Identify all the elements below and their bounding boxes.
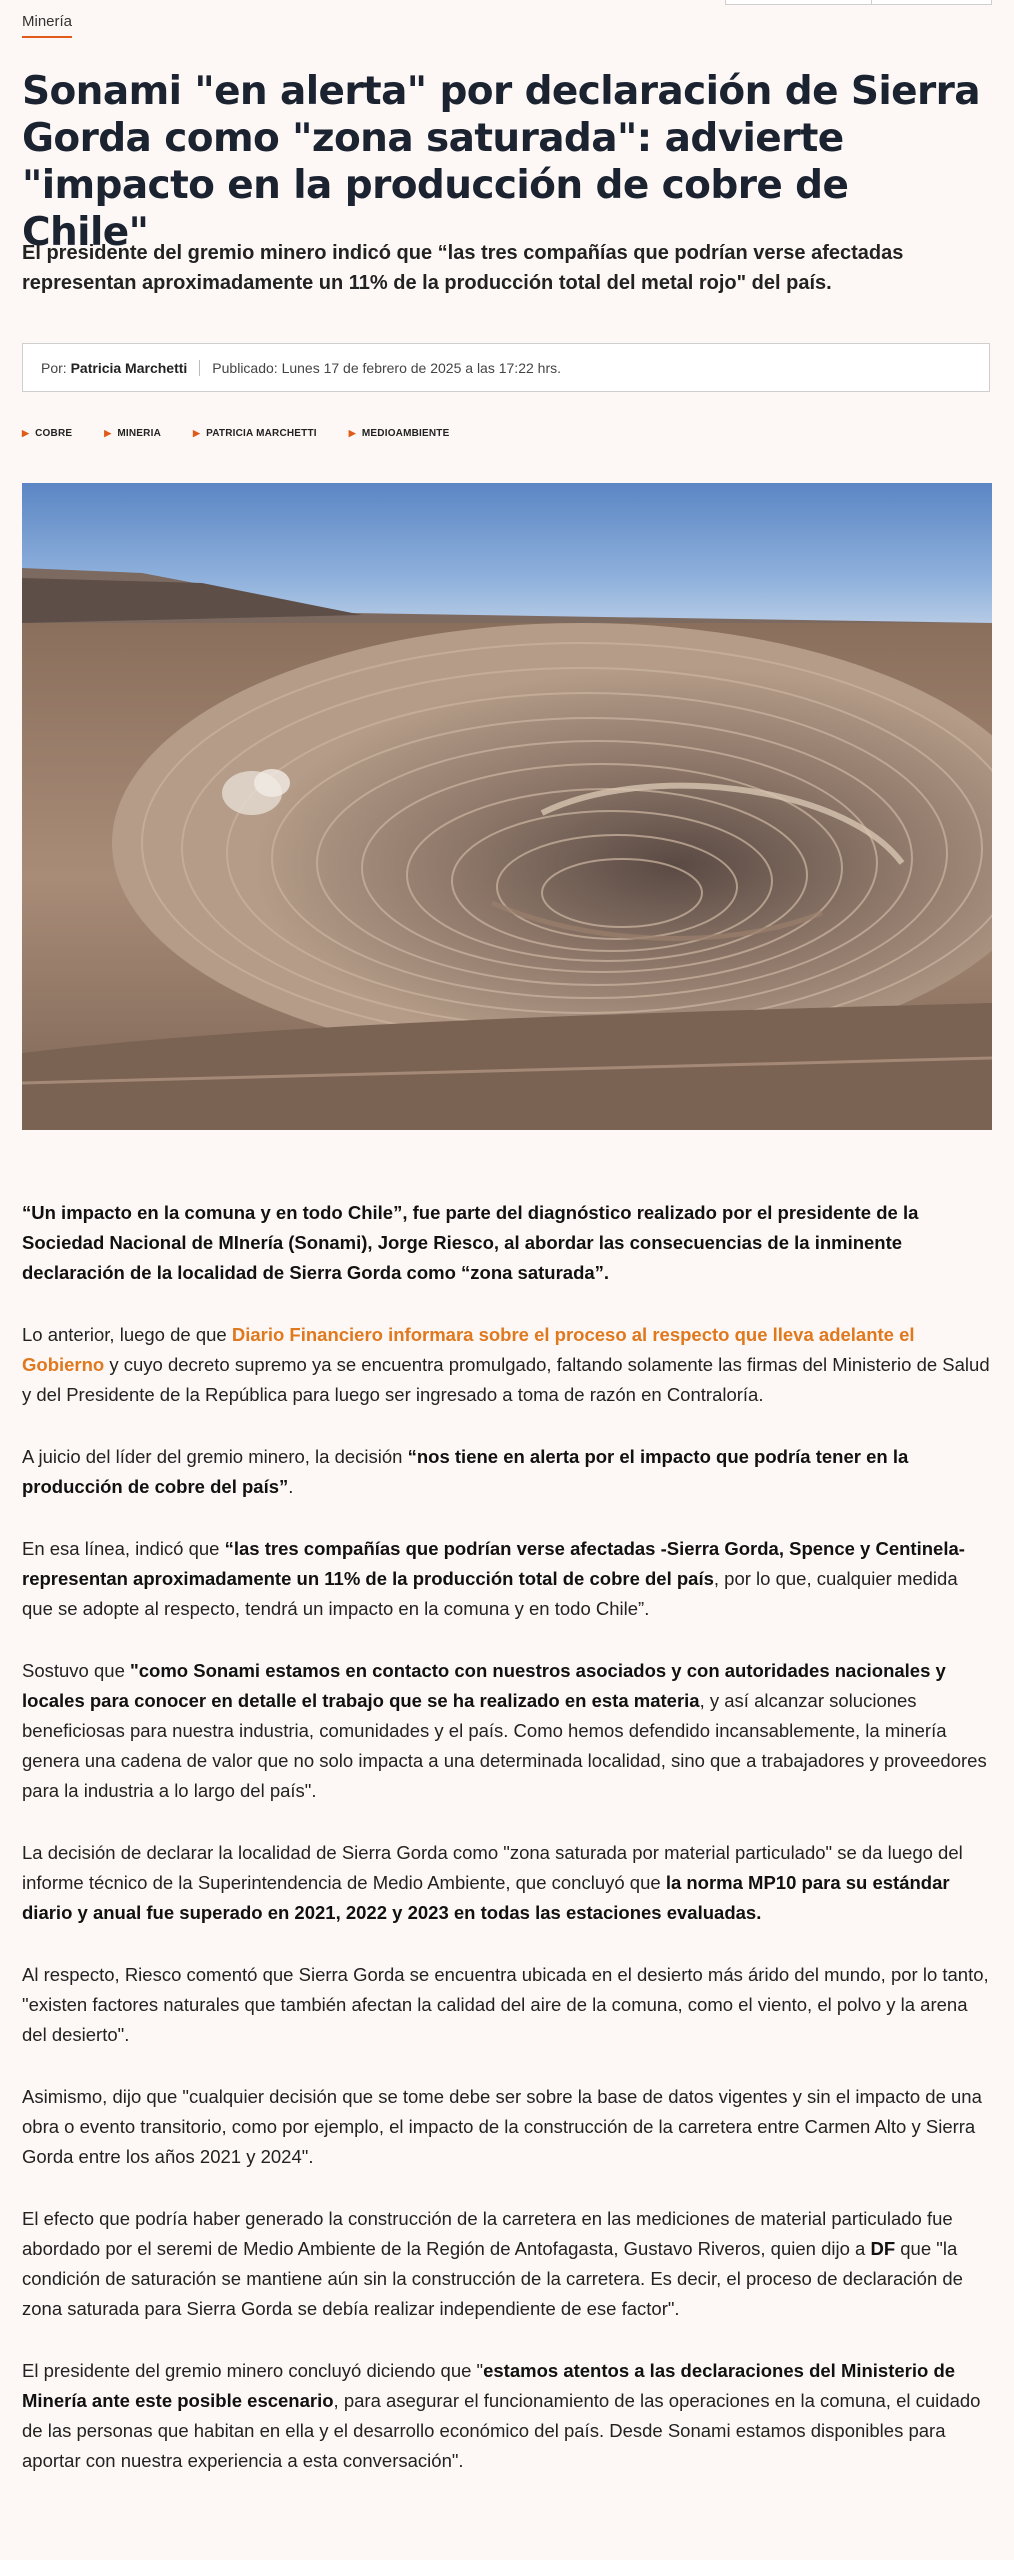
article-headline: Sonami "en alerta" por declaración de Sierra Gorda como "zona saturada": advierte "impacto en la producción de cobre de Chile" [22,69,980,255]
author-name[interactable]: Patricia Marchetti [70,359,188,376]
tag-patricia-marchetti[interactable] [193,428,317,439]
paragraph-4: En esa línea, indicó que “las tres compañías que podrían verse afectadas -Sierra Gorda, Spence y Centinela- representan aproximadamente un 11% de la producción total de cobre del país, por lo que, cualquier medida que se adopte al respecto, tendrá un impacto en la comuna y en todo Chile”. [22,1538,965,1619]
paragraph-2: Lo anterior, luego de que Diario Financiero informara sobre el proceso al respecto que lleva adelante el Gobierno y cuyo decreto supremo ya se encuentra promulgado, faltando solamente las firmas del Ministerio de Salud y del Presidente de la República para luego ser ingresado a toma de razón en Contraloría. [22,1324,990,1405]
tag-arrow-icon: ▶ [22,428,30,438]
tag-label: PATRICIA MARCHETTI [206,428,317,439]
paragraph-3: A juicio del líder del gremio minero, la decisión “nos tiene en alerta por el impacto que podría tener en la producción de cobre del país”. [22,1446,909,1497]
tag-label: MEDIOAMBIENTE [361,428,450,439]
paragraph-6: La decisión de declarar la localidad de Sierra Gorda como "zona saturada por material particulado" se da luego del informe técnico de la Superintendencia de Medio Ambiente, que concluyó que la norma MP10 para su estándar diario y anual fue superado en 2021, 2022 y 2023 en todas las estaciones evaluadas. [22,1842,963,1923]
tag-label: COBRE [35,428,73,439]
article-lead: El presidente del gremio minero indicó que “las tres compañías que podrían verse afectadas representan aproximadamente un 11% de la producción total del metal rojo" del país. [22,242,904,294]
tag-label: MINERIA [117,428,161,439]
tag-cobre[interactable] [22,428,72,439]
tag-arrow-icon: ▶ [348,428,356,438]
paragraph-10: El presidente del gremio minero concluyó diciendo que "estamos atentos a las declaraciones del Ministerio de Minería ante este posible escenario, para asegurar el funcionamiento de las operaciones en la comuna, el cuidado de las personas que habitan en ella y el desarrollo económico del país. Desde Sonami estamos disponibles para aportar con nuestra experiencia a esta conversación". [22,2360,981,2471]
author-prefix: Por: [41,359,67,376]
byline [22,343,990,392]
byline-divider [199,360,200,376]
tag-arrow-icon: ▶ [193,428,201,438]
top-widget-divider [871,0,872,4]
paragraph-7: Al respecto, Riesco comentó que Sierra Gorda se encuentra ubicada en el desierto más árido del mundo, por lo tanto, "existen factores naturales que también afectan la calidad del aire de la comuna, como el viento, el polvo y la arena del desierto". [22,1964,989,2045]
tag-arrow-icon: ▶ [104,428,112,438]
paragraph-5: Sostuvo que "como Sonami estamos en contacto con nuestros asociados y con autoridades nacionales y locales para conocer en detalle el trabajo que se ha realizado en esta materia, y así alcanzar soluciones beneficiosas para nuestra industria, comunidades y el país. Como hemos defendido incansablemente, la minería genera una cadena de valor que no solo impacta a una determinada localidad, sino que a trabajadores y proveedores para la industria a lo largo del país". [22,1660,987,1801]
df-article-link[interactable]: Diario Financiero informara sobre el proceso al respecto que lleva adelante el Gobierno [22,1324,915,1375]
paragraph-1: “Un impacto en la comuna y en todo Chile”, fue parte del diagnóstico realizado por el presidente de la Sociedad Nacional de MInería (Sonami), Jorge Riesco, al abordar las consecuencias de la inminente declaración de la localidad de Sierra Gorda como “zona saturada”. [22,1202,919,1283]
hero-image-open-pit-mine [22,483,992,1130]
paragraph-8: Asimismo, dijo que "cualquier decisión que se tome debe ser sobre la base de datos vigentes y sin el impacto de una obra o evento transitorio, como por ejemplo, el impacto de la construcción de la carretera entre Carmen Alto y Sierra Gorda entre los años 2021 y 2024". [22,2086,982,2167]
tag-mineria[interactable] [104,428,161,439]
paragraph-9: El efecto que podría haber generado la construcción de la carretera en las mediciones de material particulado fue abordado por el seremi de Medio Ambiente de la Región de Antofagasta, Gustavo Riveros, quien dijo a DF que "la condición de saturación se mantiene aún sin la construcción de la carretera. Es decir, el proceso de declaración de zona saturada para Sierra Gorda se debía realizar independiente de ese factor". [22,2208,963,2319]
published-date: Publicado: Lunes 17 de febrero de 2025 a las 17:22 hrs. [212,359,561,376]
section-link[interactable]: Minería [22,13,72,38]
tag-list [22,428,482,439]
top-widget[interactable] [725,0,992,5]
article-body [22,1198,992,2508]
tag-medioambiente[interactable] [349,428,450,439]
